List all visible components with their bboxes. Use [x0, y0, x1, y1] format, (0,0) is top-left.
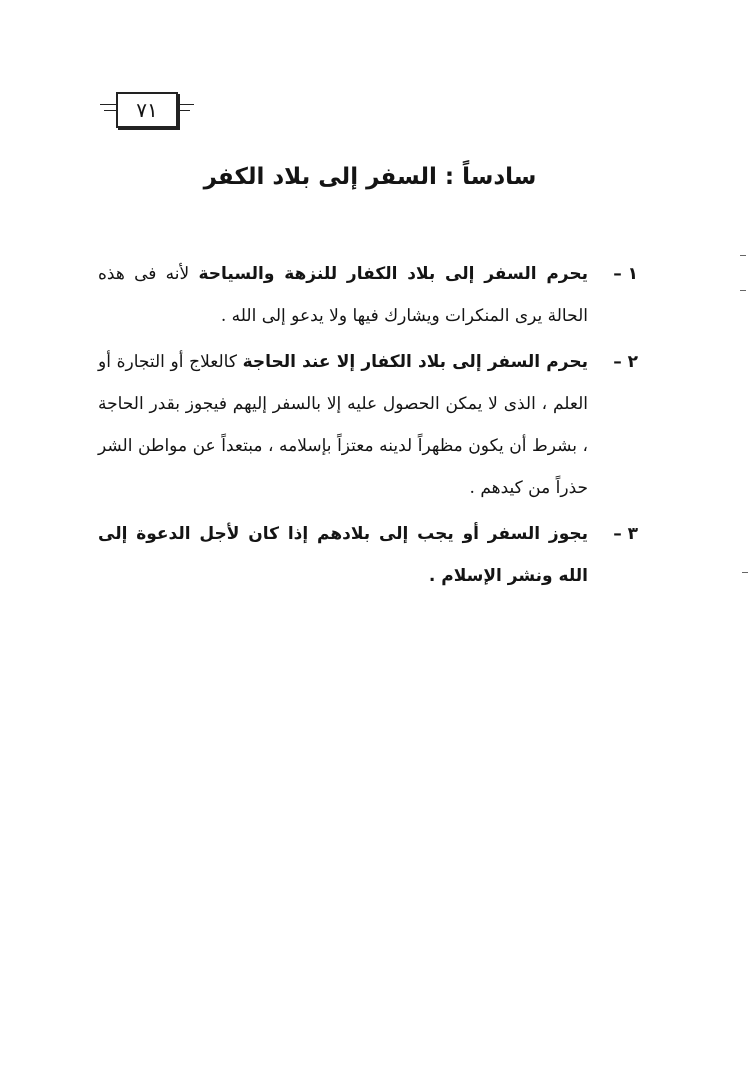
item-bold-text: يجوز السفر أو يجب إلى بلادهم إذا كان لأجل الدعوة إلى الله ونشر الإسلام .: [98, 524, 588, 586]
item-number: ٣ –: [613, 524, 638, 544]
page-number-frame: [100, 90, 196, 130]
section-title: سادساً : السفر إلى بلاد الكفر: [203, 164, 537, 190]
frame-line-right-bottom: [176, 110, 190, 111]
item-bold-text: يحرم السفر إلى بلاد الكفار إلا عند الحاجة: [242, 352, 588, 372]
item-text: لأنه فى هذه الحالة يرى المنكرات ويشارك فيها ولا يدعو إلى الله .: [98, 264, 588, 326]
scan-edge-mark: [740, 290, 746, 291]
item-number: ٢ –: [613, 352, 638, 372]
frame-line-right-top: [176, 104, 194, 105]
list-item: [98, 513, 638, 597]
rules-list: [98, 253, 638, 601]
list-item: [98, 253, 638, 337]
list-item: [98, 341, 638, 509]
item-text: كالعلاج أو التجارة أو العلم ، الذى لا يمكن الحصول عليه إلا بالسفر إليهم فيجوز بقدر الحاجة ، بشرط أن يكون مظهراً لدينه معتزاً بإسلامه ، مبتعداً عن مواطن الشر حذراً من كيدهم .: [98, 352, 588, 498]
scan-edge-mark: [742, 572, 748, 573]
page-number: ٧١: [116, 92, 178, 128]
item-bold-text: يحرم السفر إلى بلاد الكفار للنزهة والسياحة: [198, 264, 588, 284]
scan-edge-mark: [740, 255, 746, 256]
item-number: ١ –: [613, 264, 638, 284]
